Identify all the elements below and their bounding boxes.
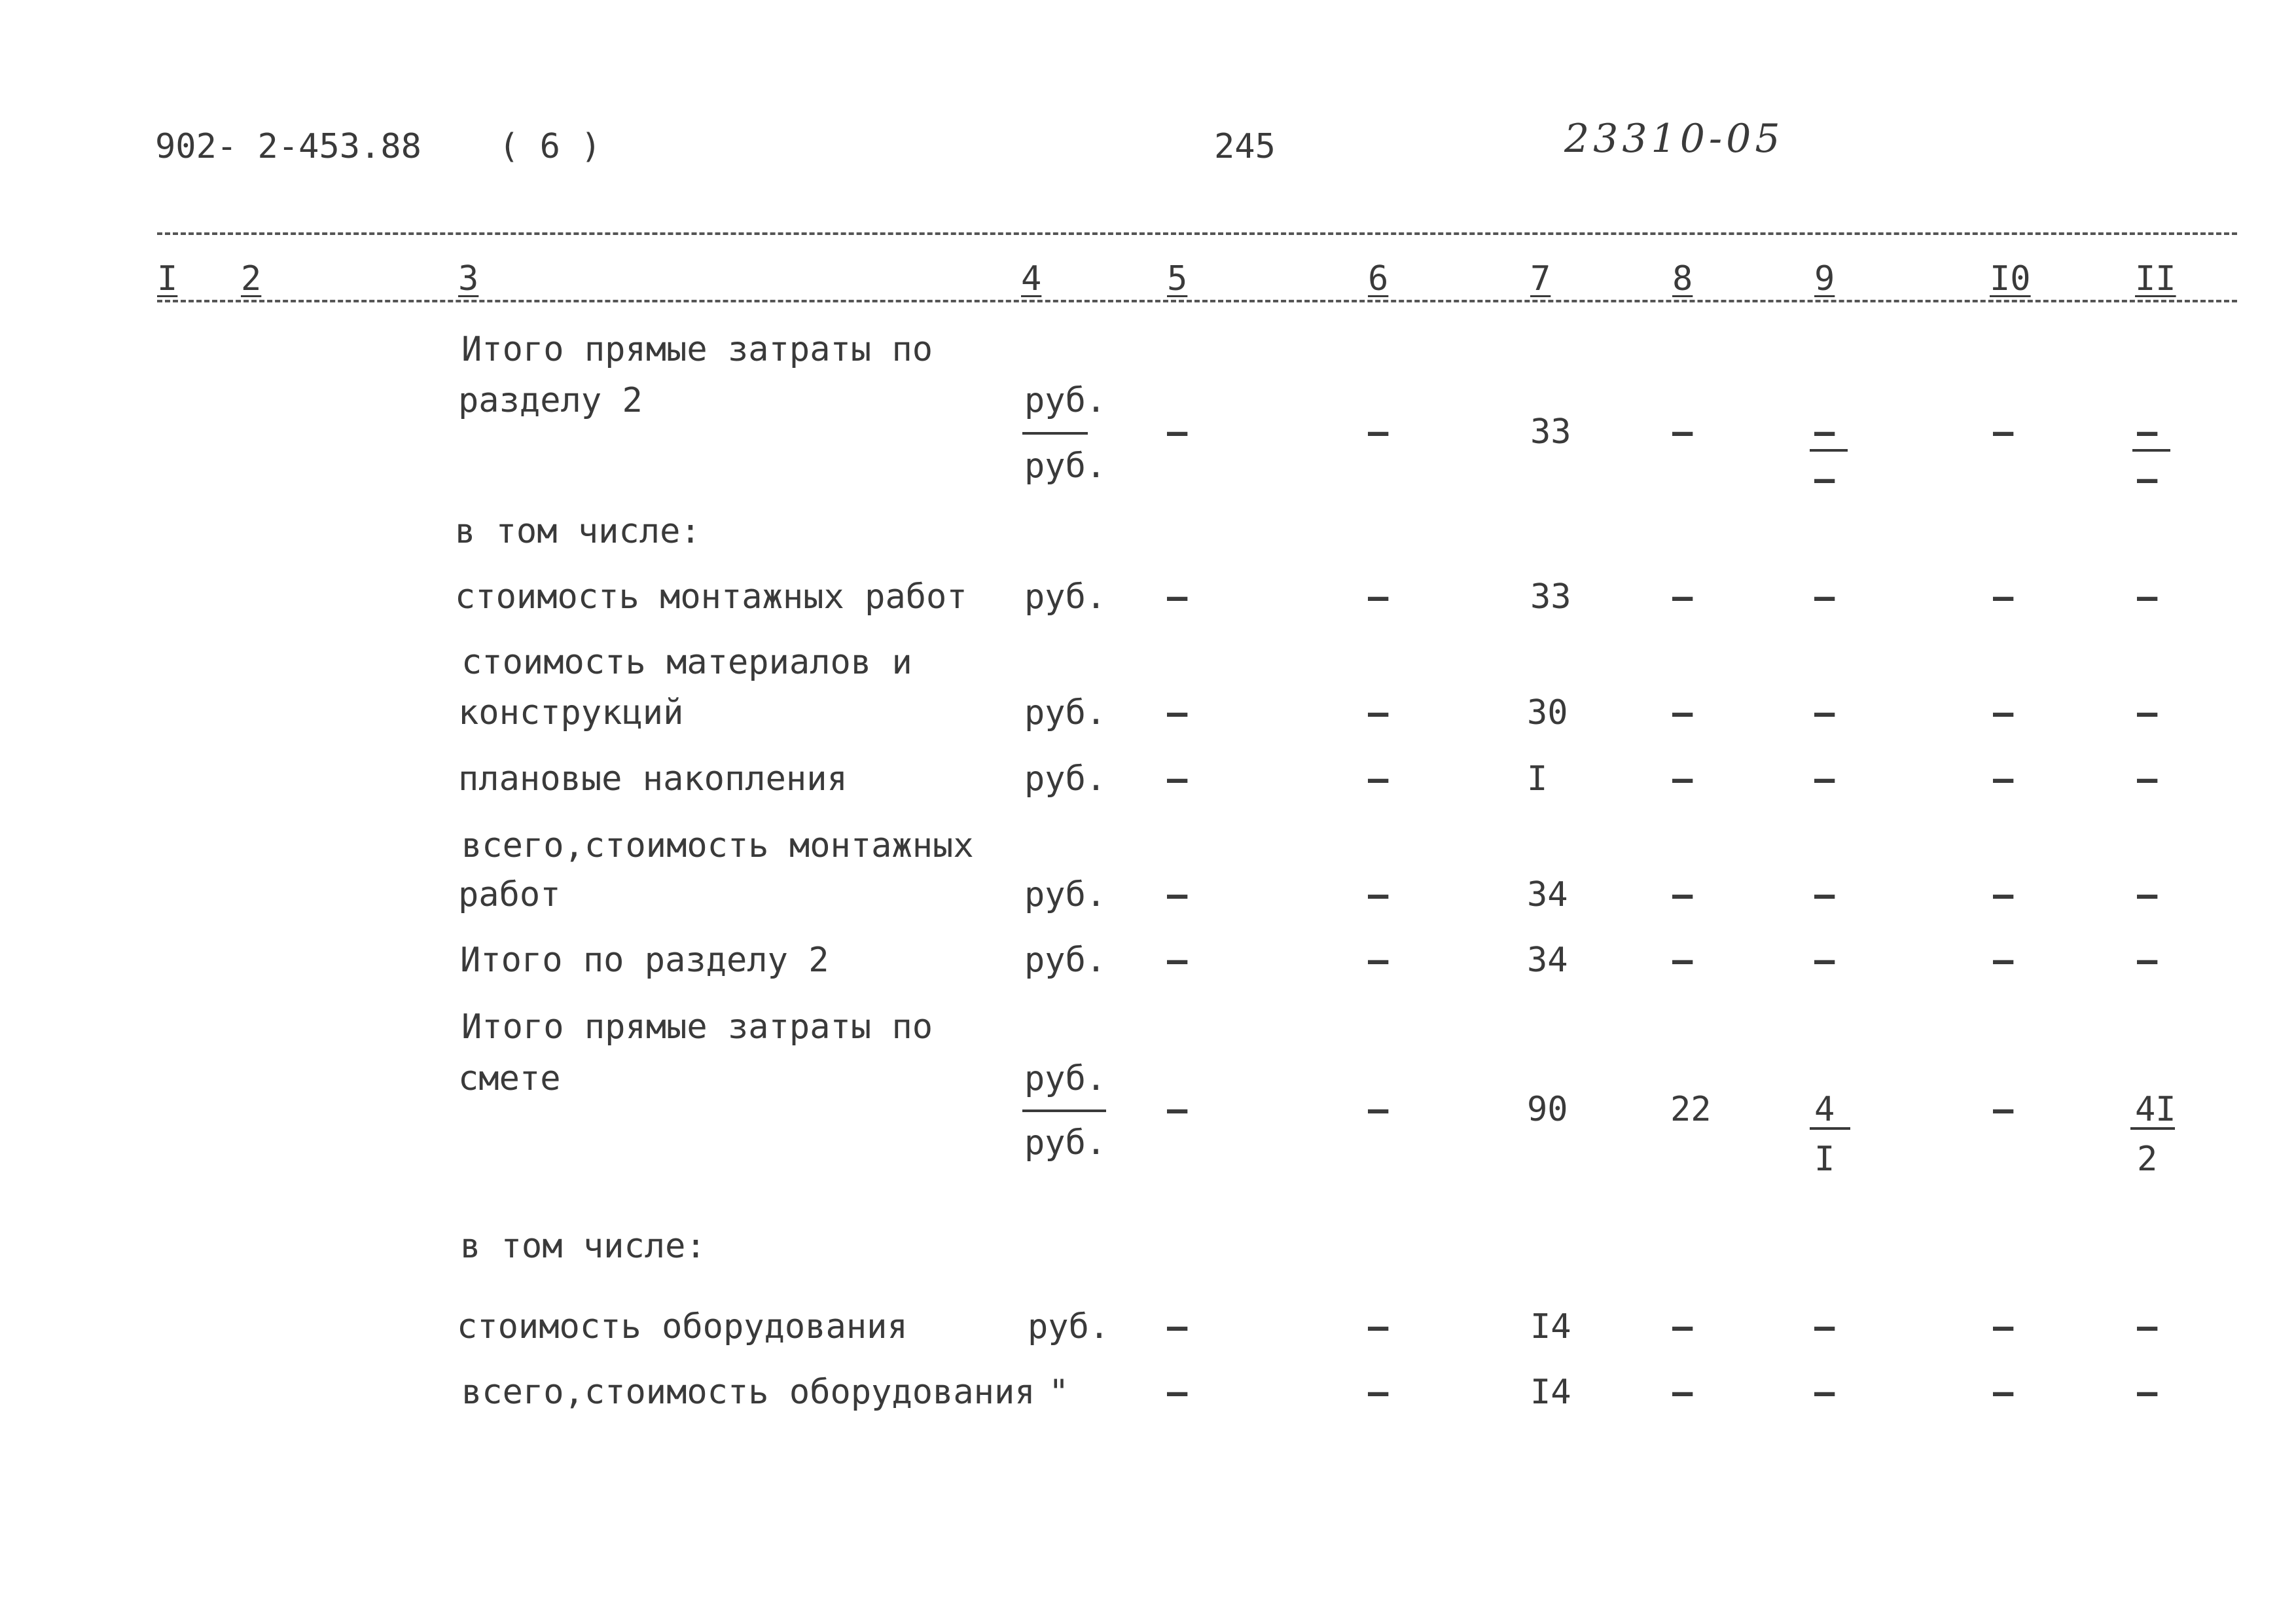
cell-col7: 30 xyxy=(1527,693,1568,732)
unit-numerator: руб. xyxy=(1024,381,1107,420)
cell-col6: – xyxy=(1368,577,1389,617)
column-header-underline xyxy=(157,300,2237,302)
cell-col9: – xyxy=(1814,941,1835,980)
document-number: 902- 2-453.88 xyxy=(155,127,422,166)
cell-col5: – xyxy=(1167,1090,1188,1129)
row-label-line2: смете xyxy=(458,1059,561,1098)
page-number: 245 xyxy=(1214,127,1276,166)
col9-fraction-bar xyxy=(1810,1127,1850,1130)
row-label: Итого по разделу 2 xyxy=(460,941,829,980)
cell-col9: – xyxy=(1814,1373,1835,1412)
cell-col11-top: 4I xyxy=(2135,1090,2176,1129)
cell-col8: – xyxy=(1672,693,1693,732)
cell-col7: 34 xyxy=(1527,941,1568,980)
cell-col5: – xyxy=(1167,759,1188,799)
column-number-1: I xyxy=(157,259,178,298)
cell-col8: – xyxy=(1672,577,1693,617)
cell-col6: – xyxy=(1368,1090,1389,1129)
column-number-6: 6 xyxy=(1368,259,1389,298)
cell-col7: 33 xyxy=(1530,412,1571,452)
unit-fraction-bar xyxy=(1022,432,1088,435)
cell-col5: – xyxy=(1167,1373,1188,1412)
cell-col7: 33 xyxy=(1530,577,1571,617)
col9-fraction-bar xyxy=(1810,449,1848,452)
cell-col5: – xyxy=(1167,577,1188,617)
album-code: 23310-05 xyxy=(1564,116,1784,162)
cell-col8: – xyxy=(1672,875,1693,914)
cell-col8: – xyxy=(1672,759,1693,799)
cell-col6: – xyxy=(1368,1373,1389,1412)
column-number-2: 2 xyxy=(241,259,262,298)
column-number-8: 8 xyxy=(1672,259,1693,298)
unit: руб. xyxy=(1024,577,1107,617)
cell-col5: – xyxy=(1167,693,1188,732)
row-label: стоимость монтажных работ xyxy=(455,577,967,617)
cell-col5: – xyxy=(1167,1307,1188,1346)
unit-fraction-bar xyxy=(1022,1110,1106,1112)
cell-col10: – xyxy=(1993,1373,2014,1412)
cell-col9: – xyxy=(1814,1307,1835,1346)
cell-col11: – xyxy=(2137,1307,2158,1346)
cell-col9: – xyxy=(1814,577,1835,617)
unit-denominator: руб. xyxy=(1024,446,1107,486)
col11-fraction-bar xyxy=(2130,1127,2175,1130)
row-label-line1: всего,стоимость монтажных xyxy=(461,826,974,865)
cell-col11: – xyxy=(2137,941,2158,980)
cell-col9-bottom: I xyxy=(1814,1140,1835,1179)
cell-col5: – xyxy=(1167,941,1188,980)
column-number-7: 7 xyxy=(1530,259,1551,298)
cell-col10: – xyxy=(1993,693,2014,732)
table-top-border xyxy=(157,232,2237,235)
cell-col6: – xyxy=(1368,941,1389,980)
cell-col6: – xyxy=(1368,875,1389,914)
cell-col9: – xyxy=(1814,693,1835,732)
unit: руб. xyxy=(1024,875,1107,914)
column-number-11: II xyxy=(2135,259,2176,298)
cell-col11-bottom: – xyxy=(2137,460,2158,499)
cell-col9-top: 4 xyxy=(1814,1090,1835,1129)
cell-col9: – xyxy=(1814,875,1835,914)
cell-col6: – xyxy=(1368,412,1389,452)
unit-denominator: руб. xyxy=(1024,1123,1107,1163)
cell-col8: 22 xyxy=(1670,1090,1712,1129)
section-subheading: в том числе: xyxy=(460,1227,706,1266)
cell-col10: – xyxy=(1993,412,2014,452)
cell-col8: – xyxy=(1672,941,1693,980)
cell-col10: – xyxy=(1993,759,2014,799)
cell-col10: – xyxy=(1993,1090,2014,1129)
cell-col9-bottom: – xyxy=(1814,460,1835,499)
cell-col9: – xyxy=(1814,759,1835,799)
cell-col11-top: – xyxy=(2137,412,2158,452)
cell-col11-bottom: 2 xyxy=(2137,1140,2158,1179)
cell-col11: – xyxy=(2137,693,2158,732)
column-number-10: I0 xyxy=(1990,259,2031,298)
column-number-5: 5 xyxy=(1167,259,1188,298)
cell-col9-top: – xyxy=(1814,412,1835,452)
row-label: плановые накопления xyxy=(458,759,848,799)
row-label: всего,стоимость оборудования xyxy=(461,1373,1035,1412)
cell-col11: – xyxy=(2137,759,2158,799)
cell-col6: – xyxy=(1368,693,1389,732)
row-label-line1: Итого прямые затраты по xyxy=(461,330,933,369)
unit-numerator: руб. xyxy=(1024,1059,1107,1098)
cell-col5: – xyxy=(1167,412,1188,452)
column-number-3: 3 xyxy=(458,259,479,298)
cell-col10: – xyxy=(1993,875,2014,914)
cell-col11: – xyxy=(2137,1373,2158,1412)
cell-col7: I4 xyxy=(1530,1373,1571,1412)
row-label-line1: Итого прямые затраты по xyxy=(461,1007,933,1047)
cell-col8: – xyxy=(1672,1373,1693,1412)
cell-col10: – xyxy=(1993,577,2014,617)
section-subheading: в том числе: xyxy=(455,512,701,551)
cell-col8: – xyxy=(1672,1307,1693,1346)
row-label-line1: стоимость материалов и xyxy=(461,643,912,682)
unit: руб. xyxy=(1028,1307,1110,1346)
column-number-4: 4 xyxy=(1021,259,1042,298)
cell-col6: – xyxy=(1368,1307,1389,1346)
ditto-mark: " xyxy=(1049,1373,1069,1412)
row-label-line2: конструкций xyxy=(458,693,684,732)
cell-col11: – xyxy=(2137,875,2158,914)
cell-col7: 90 xyxy=(1527,1090,1568,1129)
unit: руб. xyxy=(1024,759,1107,799)
cell-col7: I xyxy=(1527,759,1548,799)
cell-col7: 34 xyxy=(1527,875,1568,914)
cell-col7: I4 xyxy=(1530,1307,1571,1346)
col11-fraction-bar xyxy=(2132,449,2170,452)
unit: руб. xyxy=(1024,941,1107,980)
sheet-number: ( 6 ) xyxy=(499,127,601,166)
row-label-line2: разделу 2 xyxy=(458,381,643,420)
cell-col11: – xyxy=(2137,577,2158,617)
cell-col8: – xyxy=(1672,412,1693,452)
unit: руб. xyxy=(1024,693,1107,732)
cell-col10: – xyxy=(1993,941,2014,980)
cell-col6: – xyxy=(1368,759,1389,799)
column-number-9: 9 xyxy=(1814,259,1835,298)
row-label: стоимость оборудования xyxy=(457,1307,908,1346)
cell-col5: – xyxy=(1167,875,1188,914)
cell-col10: – xyxy=(1993,1307,2014,1346)
row-label-line2: работ xyxy=(458,875,561,914)
